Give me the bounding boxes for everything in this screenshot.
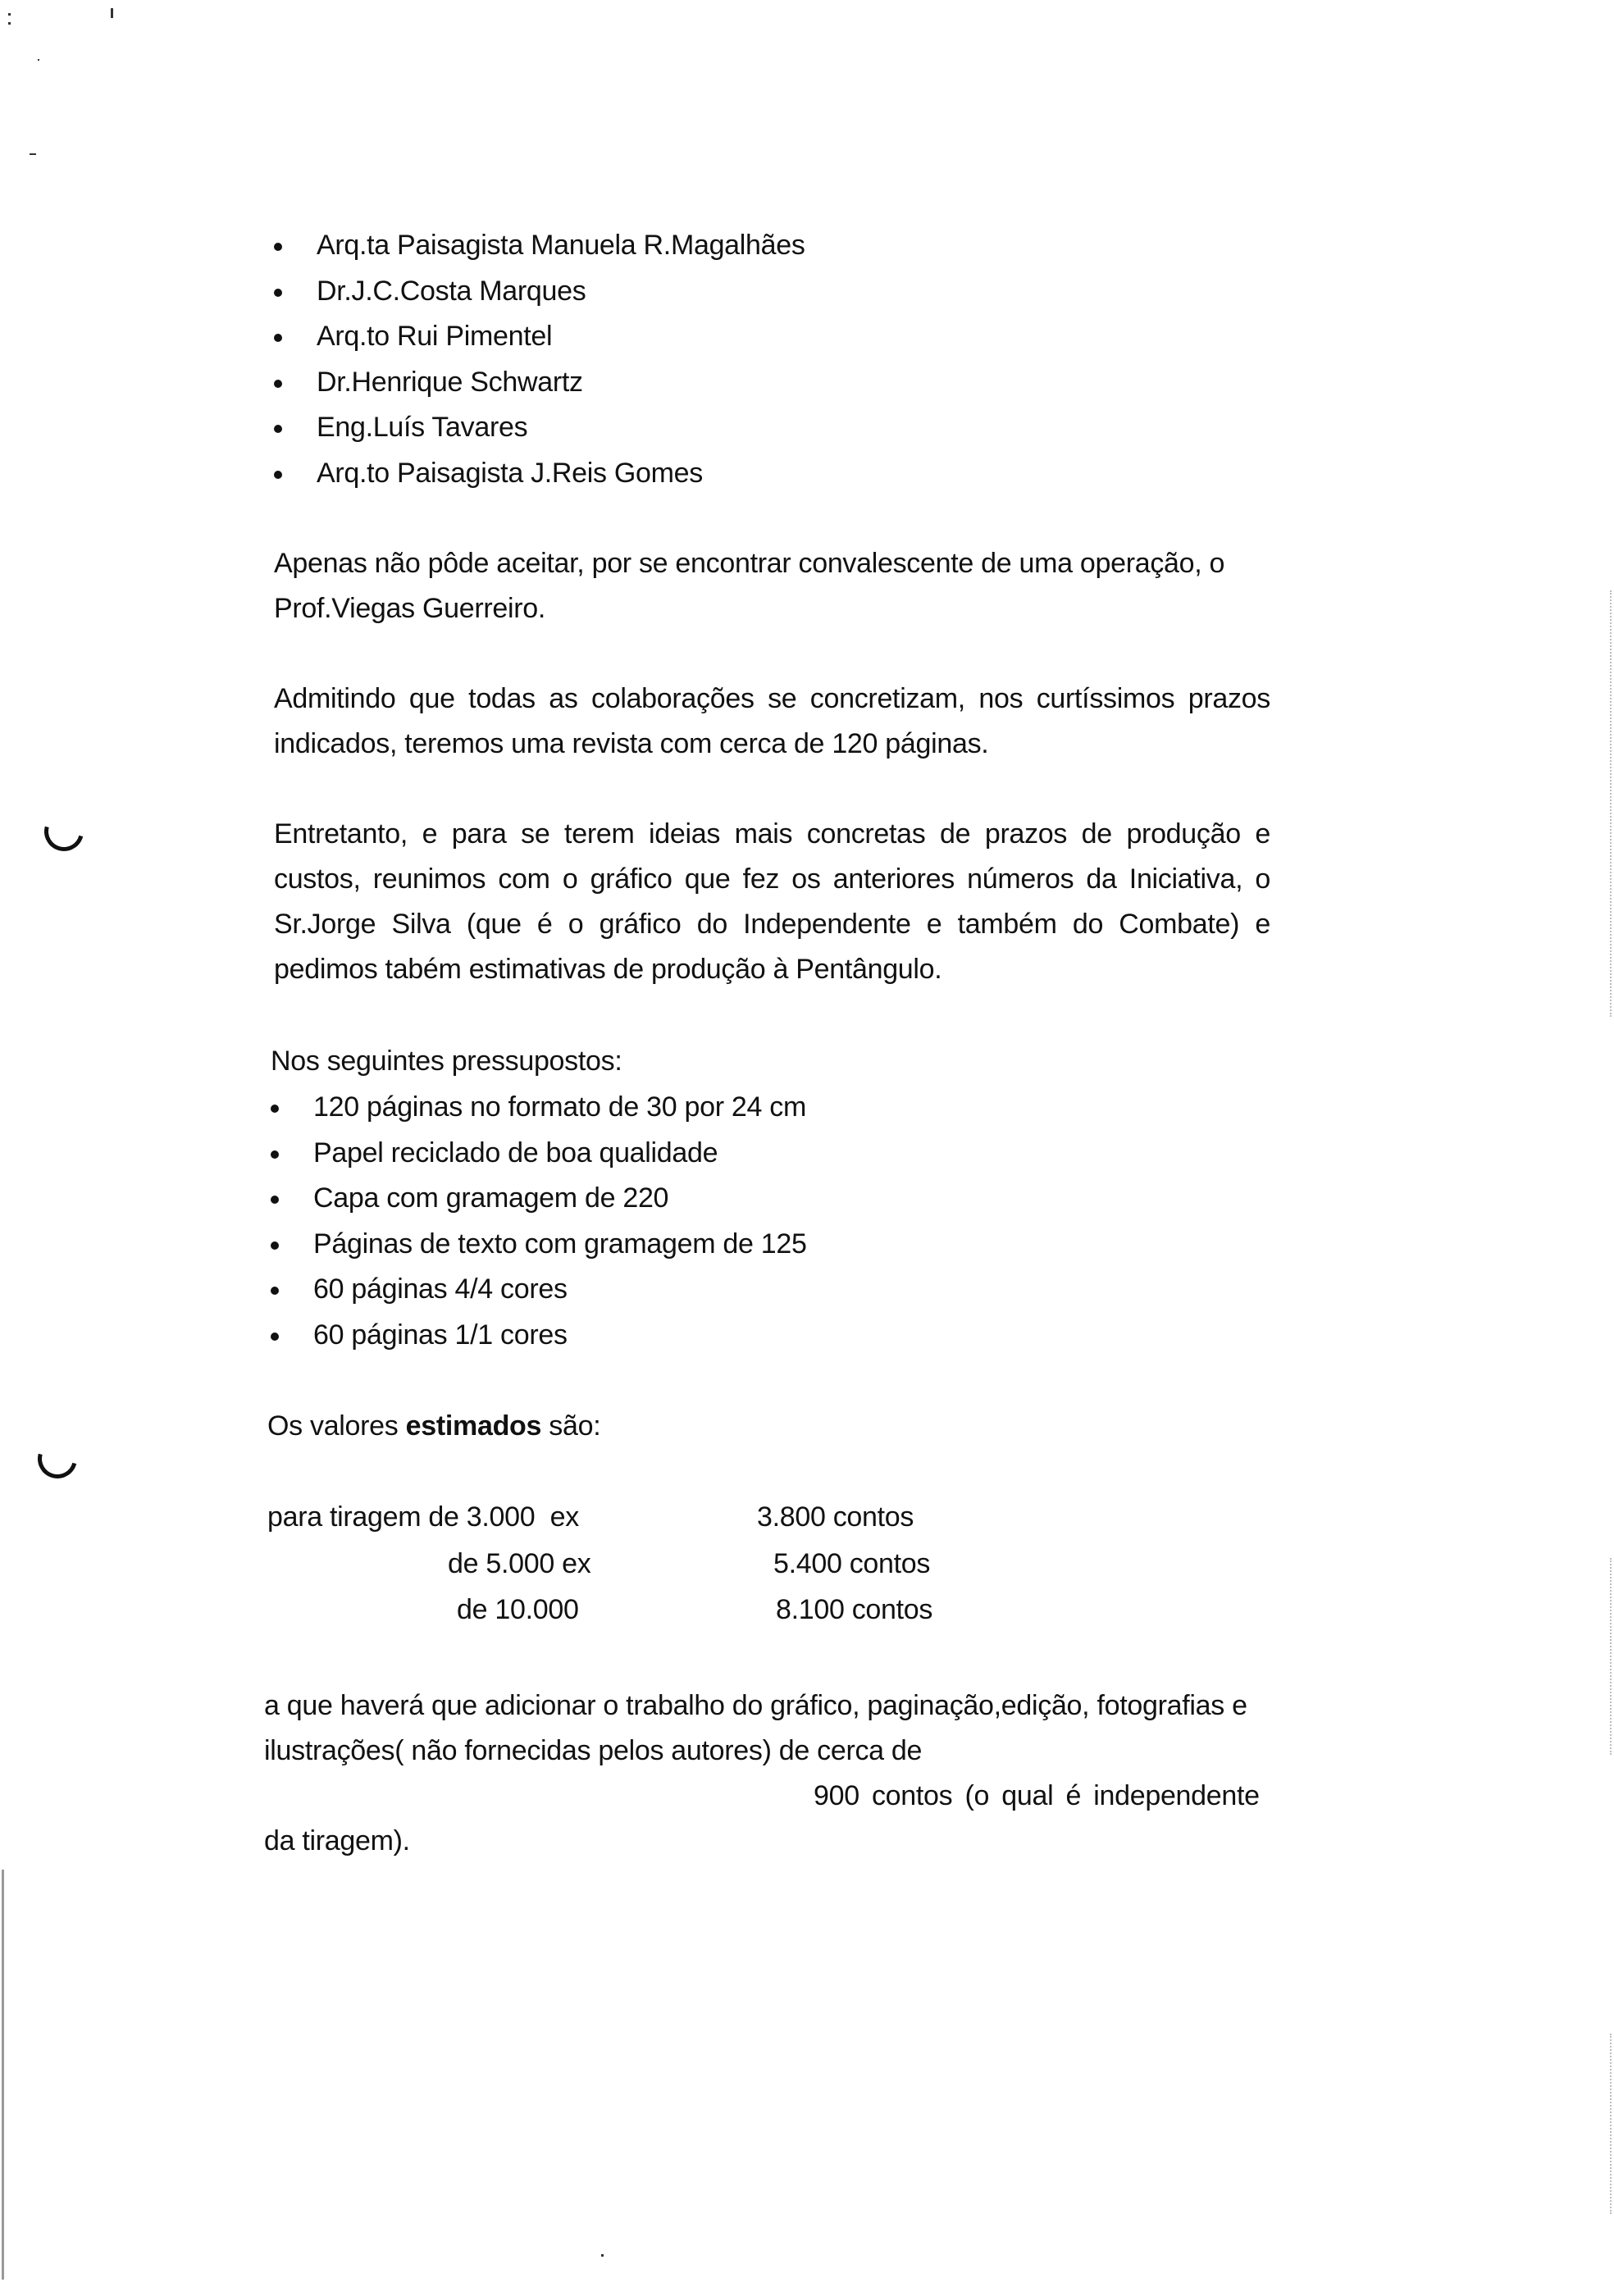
bullet-icon <box>274 334 282 342</box>
list-item-text: Eng.Luís Tavares <box>317 412 528 443</box>
bullet-icon <box>274 425 282 433</box>
scan-speck <box>111 8 113 18</box>
estimate-value: 8.100 contos <box>776 1594 933 1625</box>
list-item-text: 120 páginas no formato de 30 por 24 cm <box>313 1091 806 1123</box>
list-item <box>271 405 805 451</box>
list-item <box>271 451 805 497</box>
list-item <box>267 1267 807 1313</box>
bullet-icon <box>271 1241 279 1250</box>
paragraph-page-count: Admitindo que todas as colaborações se concretizam, nos curtíssimos prazos indicados, teremos uma revista com cerca de 120 páginas. <box>274 683 1270 759</box>
bullet-icon <box>274 289 282 297</box>
estimate-label: de 5.000 ex <box>448 1548 591 1579</box>
list-item <box>267 1313 807 1359</box>
bullet-icon <box>274 471 282 479</box>
list-item-text: Dr.J.C.Costa Marques <box>317 275 586 307</box>
bullet-icon <box>271 1150 279 1159</box>
list-item-text: Papel reciclado de boa qualidade <box>313 1137 718 1168</box>
scan-speck <box>8 22 11 25</box>
assumptions-heading: Nos seguintes pressupostos: <box>271 1046 622 1077</box>
paragraph-line: 900 contos (o qual é independente <box>814 1780 1260 1811</box>
list-item <box>271 223 805 269</box>
list-item-text: Arq.ta Paisagista Manuela R.Magalhães <box>317 230 805 261</box>
list-item-text: Páginas de texto com gramagem de 125 <box>313 1228 807 1260</box>
handwritten-check-mark <box>37 804 91 859</box>
bullet-icon <box>274 243 282 251</box>
list-item <box>267 1222 807 1268</box>
assumptions-list <box>267 1085 807 1358</box>
scan-edge-line <box>1610 1558 1612 1755</box>
estimates-heading-prefix: Os valores <box>267 1410 406 1442</box>
paragraph-extra-costs <box>264 1683 1289 1864</box>
list-item-text: Capa com gramagem de 220 <box>313 1182 669 1214</box>
estimate-value: 3.800 contos <box>757 1501 914 1533</box>
list-item-text: 60 páginas 1/1 cores <box>313 1319 568 1351</box>
bullet-icon <box>271 1105 279 1113</box>
scan-speck <box>38 59 39 61</box>
list-item-text: 60 páginas 4/4 cores <box>313 1273 568 1305</box>
list-item <box>271 360 805 406</box>
paragraph-line: a que haverá que adicionar o trabalho do gráfico, paginação,edição, fotografias e <box>264 1690 1247 1721</box>
bullet-icon <box>274 380 282 388</box>
paragraph-line: da tiragem). <box>264 1825 410 1856</box>
estimate-label: para tiragem de 3.000 ex <box>267 1501 579 1533</box>
scan-edge-line <box>2 1870 4 2280</box>
scan-speck <box>601 2254 604 2257</box>
scan-speck <box>8 13 11 16</box>
list-item <box>267 1131 807 1177</box>
paragraph-declined <box>274 541 1291 631</box>
estimates-heading <box>267 1404 600 1449</box>
list-item <box>267 1176 807 1222</box>
scan-speck <box>30 153 36 155</box>
paragraph-line: Apenas não pôde aceitar, por se encontrar convalescente de uma operação, o <box>274 548 1225 579</box>
estimates-heading-suffix: são: <box>541 1410 601 1442</box>
scan-edge-line <box>1610 2034 1612 2214</box>
list-item <box>267 1085 807 1131</box>
paragraph-line: Prof.Viegas Guerreiro. <box>274 593 546 624</box>
bullet-icon <box>271 1287 279 1295</box>
bullet-icon <box>271 1196 279 1204</box>
paragraph-line: ilustrações( não fornecidas pelos autores) de cerca de <box>264 1735 923 1766</box>
list-item-text: Arq.to Paisagista J.Reis Gomes <box>317 457 703 489</box>
team-list <box>271 223 805 496</box>
list-item <box>271 269 805 315</box>
list-item-text: Arq.to Rui Pimentel <box>317 321 553 352</box>
list-item <box>271 314 805 360</box>
handwritten-check-mark <box>30 1432 84 1486</box>
bullet-icon <box>271 1332 279 1341</box>
paragraph-printer: Entretanto, e para se terem ideias mais concretas de prazos de produção e custos, reunimos com o gráfico que fez os anteriores números da Iniciativa, o Sr.Jorge Silva (que é o gráfico do Independente e também do Combate) e pedimos tabém estimativas de produção à Pentângulo. <box>274 818 1270 985</box>
list-item-text: Dr.Henrique Schwartz <box>317 366 583 398</box>
scan-edge-line <box>1610 590 1612 1017</box>
estimates-heading-bold: estimados <box>405 1410 542 1442</box>
estimate-value: 5.400 contos <box>773 1548 931 1579</box>
estimate-label: de 10.000 <box>457 1594 579 1625</box>
